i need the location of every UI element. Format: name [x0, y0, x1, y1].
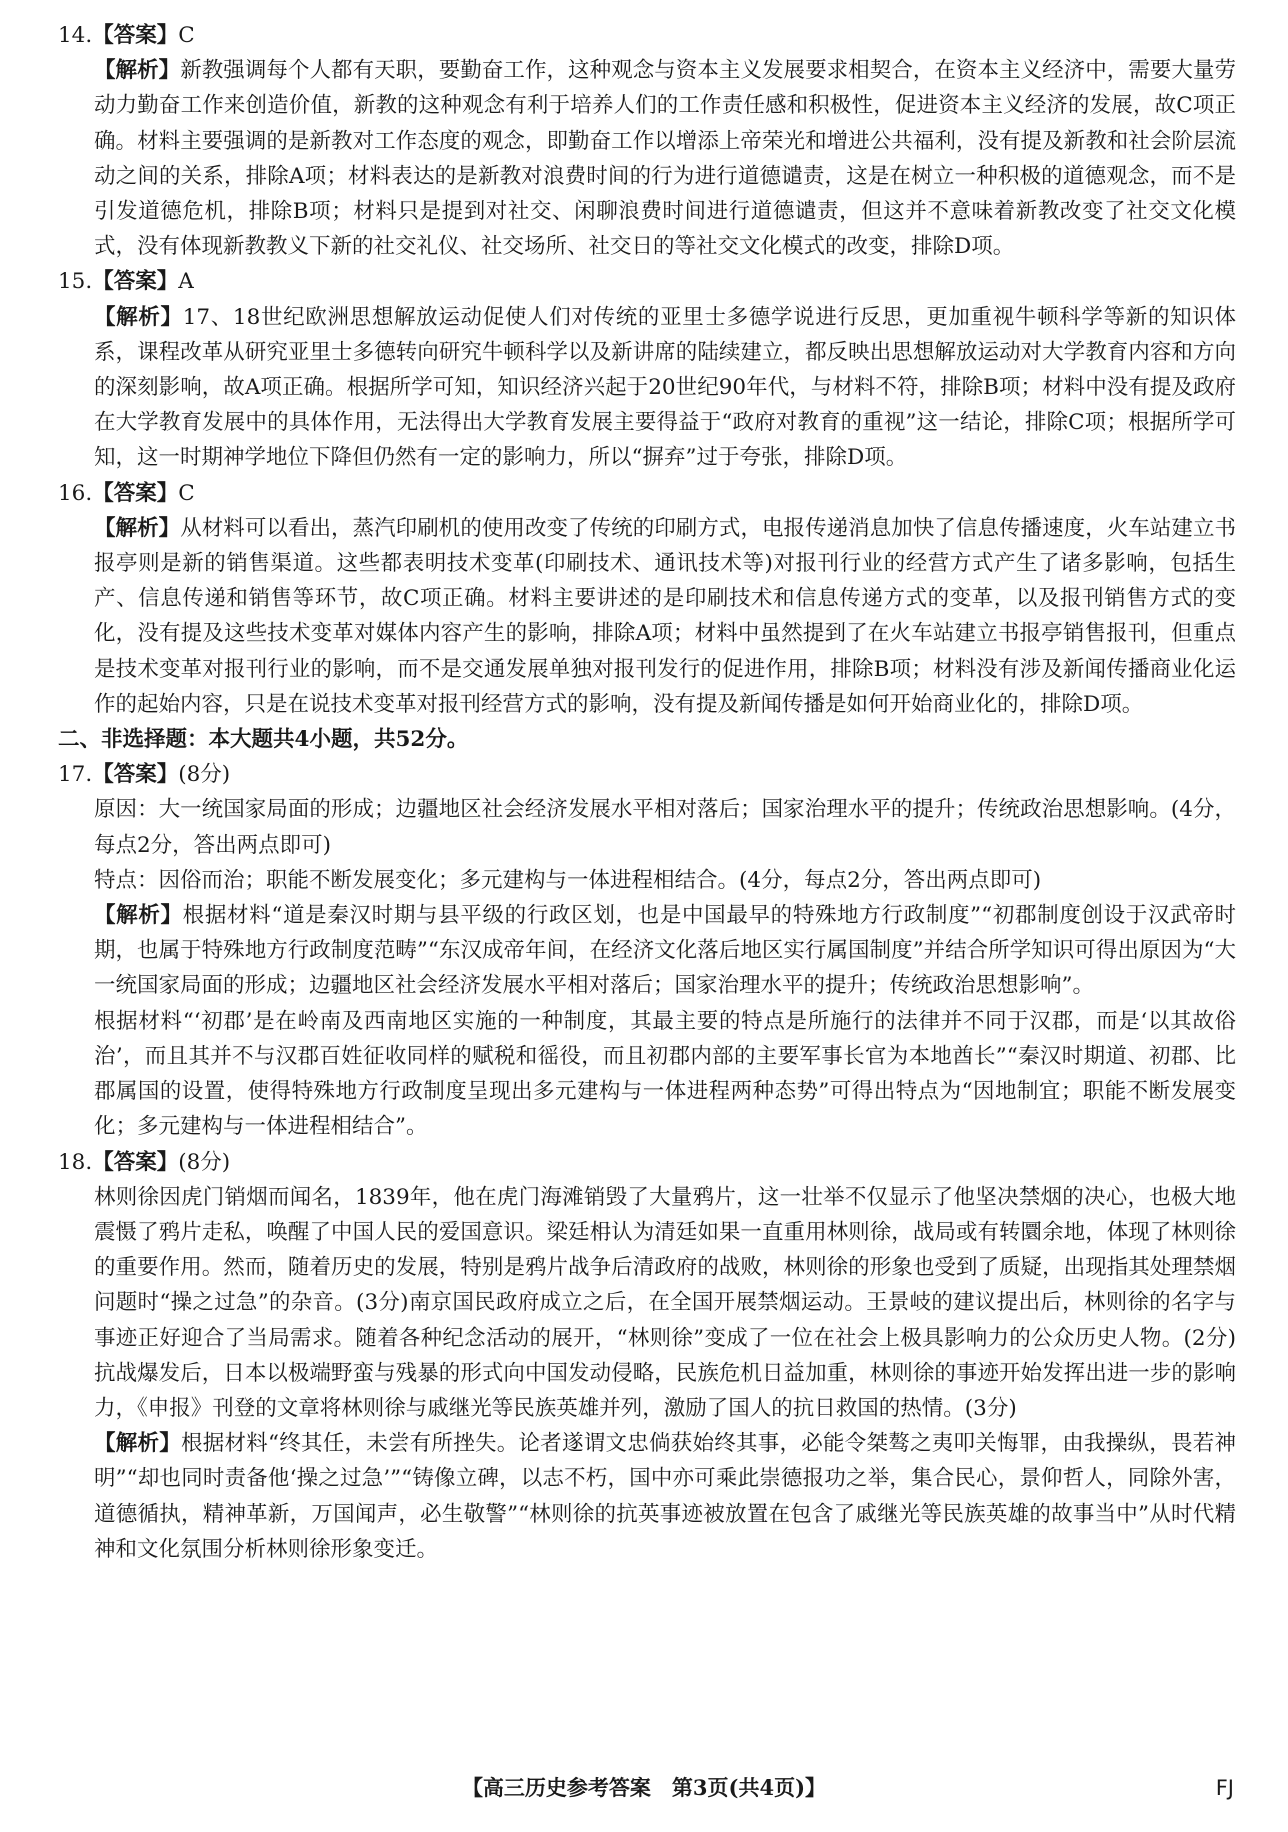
question-number: 18. — [58, 1149, 93, 1175]
analysis-text: 根据材料“道是秦汉时期与县平级的行政区划，也是中国最早的特殊地方行政制度”“初郡制度创设于汉武帝时期，也属于特殊地方行政制度范畴”“东汉成帝年间，在经济文化落后地区实行属国制度”并结合所学知识可得出原因为“大一统国家局面的形成；边疆地区社会经济发展水平相对落后；国家治理水平的提升；传统政治思想影响”。 — [94, 903, 1236, 999]
analysis-paragraph — [58, 1004, 1236, 1145]
analysis-text: 从材料可以看出，蒸汽印刷机的使用改变了传统的印刷方式，电报传递消息加快了信息传播速度，火车站建立书报亭则是新的销售渠道。这些都表明技术变革(印刷技术、通讯技术等)对报刊行业的经营方式产生了诸多影响，包括生产、信息传递和销售等环节，故C项正确。材料主要讲述的是印刷技术和信息传递方式的变革，以及报刊销售方式的变化，没有提及这些技术变革对媒体内容产生的影响，排除A项；材料中虽然提到了在火车站建立书报亭销售报刊，但重点是技术变革对报刊行业的影响，而不是交通发展单独对报刊发行的促进作用，排除B项；材料没有涉及新闻传播商业化运作的起始内容，只是在说技术变革对报刊经营方式的影响，没有提及新闻传播是如何开始商业化的，排除D项。 — [94, 515, 1236, 717]
answer-text: 特点：因俗而治；职能不断发展变化；多元建构与一体进程相结合。(4分，每点2分，答出两点即可) — [94, 867, 1042, 893]
answer-text: 原因：大一统国家局面的形成；边疆地区社会经济发展水平相对落后；国家治理水平的提升；传统政治思想影响。(4分，每点2分，答出两点即可) — [94, 797, 1236, 858]
question-17 — [58, 757, 1236, 1144]
answer-value: C — [178, 480, 195, 506]
answer-value: A — [178, 269, 194, 295]
question-15 — [58, 264, 1236, 475]
question-number: 15. — [58, 269, 93, 295]
answer-line — [58, 476, 1236, 511]
answer-label: 【答案】 — [92, 1149, 179, 1175]
footer-title: 【高三历史参考答案 第3页(共4页)】 — [461, 1775, 827, 1800]
analysis-text: 根据材料“终其任，未尝有所挫失。论者遂谓文忠倘获始终其事，必能令桀骜之夷叩关悔罪，由我操纵，畏若神明”“却也同时责备他‘操之过急’”“铸像立碑，以志不朽，国中亦可乘此崇德报功之举，集合民心，景仰哲人，同除外害，道德循执，精神革新，万国闻声，必生敬警”“林则徐的抗英事迹被放置在包含了戚继光等民族英雄的故事当中”从时代精神和文化氛围分析林则徐形象变迁。 — [94, 1431, 1236, 1562]
analysis-label: 【解析】 — [94, 58, 181, 84]
answer-label: 【答案】 — [92, 23, 179, 48]
answer-line — [58, 18, 1236, 53]
answer-paragraph — [58, 1180, 1236, 1426]
analysis-text: 新教强调每个人都有天职，要勤奋工作，这种观念与资本主义发展要求相契合，在资本主义经济中，需要大量劳动力勤奋工作来创造价值，新教的这种观念有利于培养人们的工作责任感和积极性，促进资本主义经济的发展，故C项正确。材料主要强调的是新教对工作态度的观念，即勤奋工作以增添上帝荣光和增进公共福利，没有提及新教和社会阶层流动之间的关系，排除A项；材料表达的是新教对浪费时间的行为进行道德谴责，这是在树立一种积极的道德观念，而不是引发道德危机，排除B项；材料只是提到对社交、闲聊浪费时间进行道德谴责，但这并不意味着新教改变了社交文化模式，没有体现新教教义下新的社交礼仪、社交场所、社交日的等社交文化模式的改变，排除D项。 — [94, 58, 1236, 260]
answer-label: 【答案】 — [92, 480, 179, 506]
question-16 — [58, 476, 1236, 722]
footer-code: FJ — [1215, 1776, 1234, 1800]
question-18 — [58, 1145, 1236, 1567]
analysis-text: 17、18世纪欧洲思想解放运动促使人们对传统的亚里士多德学说进行反思，更加重视牛顿科学等新的知识体系，课程改革从研究亚里士多德转向研究牛顿科学以及新讲席的陆续建立，都反映出思想解放运动对大学教育内容和方向的深刻影响，故A项正确。根据所学可知，知识经济兴起于20世纪90年代，与材料不符，排除B项；材料中没有提及政府在大学教育发展中的具体作用，无法得出大学教育发展主要得益于“政府对教育的重视”这一结论，排除C项；根据所学可知，这一时期神学地位下降但仍然有一定的影响力，所以“摒弃”过于夸张，排除D项。 — [94, 304, 1236, 471]
answer-value: C — [178, 23, 195, 48]
answer-label: 【答案】 — [92, 762, 179, 788]
answer-score: (8分) — [178, 762, 231, 788]
analysis-paragraph — [58, 53, 1236, 264]
answer-paragraph — [58, 863, 1236, 898]
analysis-text: 根据材料“‘初郡’是在岭南及西南地区实施的一种制度，其最主要的特点是所施行的法律并不同于汉郡，而是‘以其故俗治’，而且其并不与汉郡百姓征收同样的赋税和徭役，而且初郡内部的主要军事长官为本地酋长”“秦汉时期道、初郡、比郡属国的设置，使得特殊地方行政制度呈现出多元建构与一体进程两种态势”可得出特点为“因地制宜；职能不断发展变化；多元建构与一体进程相结合”。 — [94, 1008, 1236, 1140]
analysis-label: 【解析】 — [94, 515, 181, 541]
answer-score: (8分) — [178, 1149, 231, 1175]
analysis-label: 【解析】 — [94, 304, 183, 330]
analysis-paragraph — [58, 898, 1236, 1004]
analysis-paragraph — [58, 300, 1236, 476]
question-14 — [58, 18, 1236, 264]
question-number: 14. — [58, 23, 93, 48]
answer-line — [58, 1145, 1236, 1180]
section-heading: 二、非选择题：本大题共4小题，共52分。 — [58, 727, 469, 753]
answer-paragraph — [58, 792, 1236, 862]
answer-label: 【答案】 — [92, 269, 179, 295]
analysis-label: 【解析】 — [94, 1431, 181, 1457]
question-number: 16. — [58, 480, 93, 506]
answer-text: 林则徐因虎门销烟而闻名，1839年，他在虎门海滩销毁了大量鸦片，这一壮举不仅显示了他坚决禁烟的决心，也极大地震慑了鸦片走私，唤醒了中国人民的爱国意识。梁廷枏认为清廷如果一直重用林则徐，战局或有转圜余地，体现了林则徐的重要作用。然而，随着历史的发展，特别是鸦片战争后清政府的战败，林则徐的形象也受到了质疑，出现指其处理禁烟问题时“操之过急”的杂音。(3分)南京国民政府成立之后，在全国开展禁烟运动。王景岐的建议提出后，林则徐的名字与事迹正好迎合了当局需求。随着各种纪念活动的展开，“林则徐”变成了一位在社会上极具影响力的公众历史人物。(2分)抗战爆发后，日本以极端野蛮与残暴的形式向中国发动侵略，民族危机日益加重，林则徐的事迹开始发挥出进一步的影响力，《申报》刊登的文章将林则徐与戚继光等民族英雄并列，激励了国人的抗日救国的热情。(3分) — [94, 1184, 1236, 1421]
analysis-label: 【解析】 — [94, 903, 183, 929]
answer-line — [58, 264, 1236, 299]
question-number: 17. — [58, 762, 93, 788]
answer-line — [58, 757, 1236, 792]
analysis-paragraph — [58, 1426, 1236, 1567]
answer-content — [58, 18, 1236, 1567]
analysis-paragraph — [58, 511, 1236, 722]
